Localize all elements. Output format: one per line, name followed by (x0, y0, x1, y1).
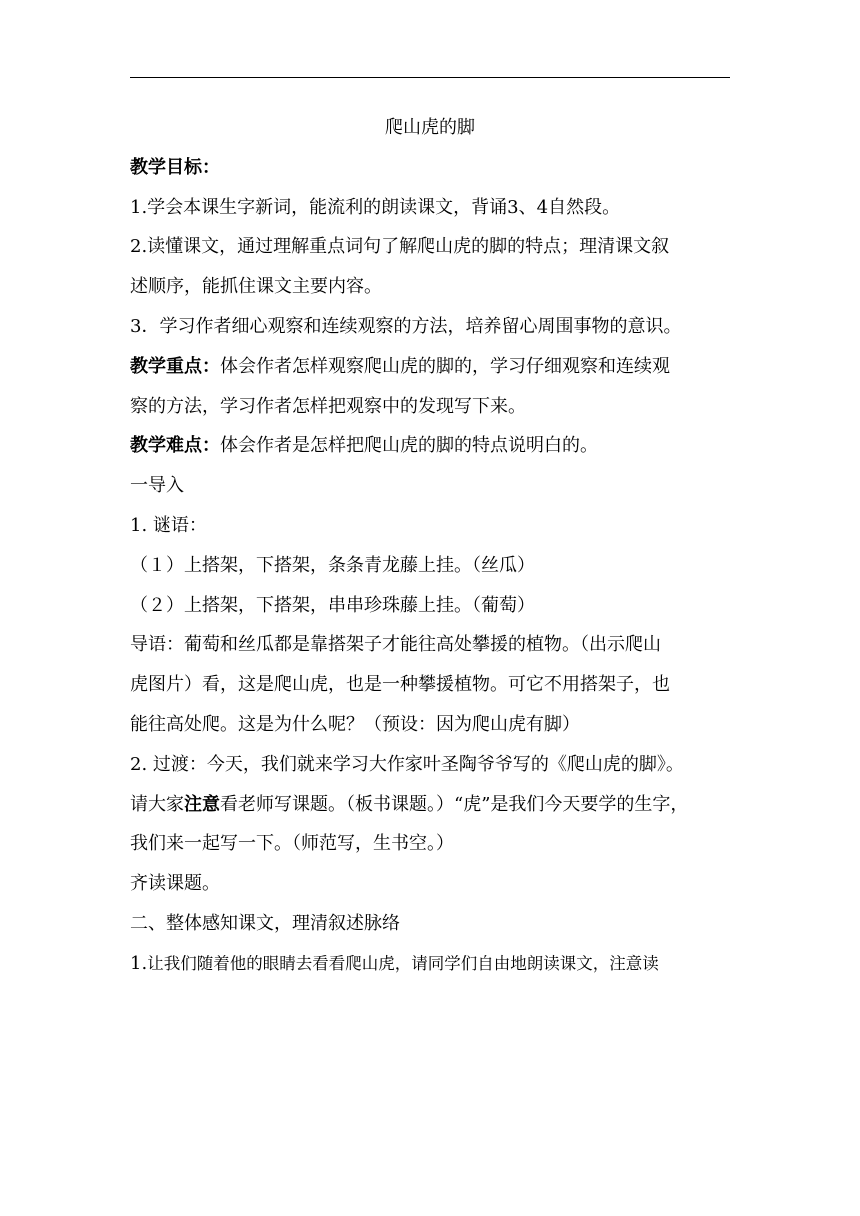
key-point-line-1 (130, 347, 730, 387)
document-title: 爬山虎的脚 (385, 117, 475, 138)
objective-3: 3．学习作者细心观察和连续观察的方法，培养留心周围事物的意识。 (130, 315, 682, 337)
transition-line-2 (130, 785, 730, 825)
intro-line-3: 能往高处爬。这是为什么呢？（预设：因为爬山虎有脚） (130, 713, 580, 735)
step-1-number: 1. (130, 952, 148, 974)
transition-line-1: 2. 过渡：今天，我们就来学习大作家叶圣陶爷爷写的《爬山虎的脚》。 (130, 753, 684, 775)
transition-suffix: 看老师写课题。（板书课题。）“虎”是我们今天要学的生字， (220, 793, 689, 815)
transition-emphasis: 注意 (184, 793, 220, 815)
difficulty-text: 体会作者是怎样把爬山虎的脚的特点说明白的。 (220, 435, 598, 457)
objectives-heading: 教学目标： (130, 156, 220, 178)
key-point-line-2: 察的方法，学习作者怎样把观察中的发现写下来。 (130, 395, 526, 417)
difficulty-label: 教学难点： (130, 435, 220, 457)
read-title-line: 齐读课题。 (130, 873, 220, 895)
step-1-text: 让我们随着他的眼睛去看看爬山虎，请同学们自由地朗读课文，注意读 (147, 953, 659, 973)
step-1-line (130, 944, 730, 984)
key-point-text: 体会作者怎样观察爬山虎的脚的，学习仔细观察和连续观 (220, 355, 670, 377)
objective-2-line-1: 2.读懂课文，通过理解重点词句了解爬山虎的脚的特点；理清课文叙 (130, 236, 670, 258)
riddle-1: （１）上搭架，下搭架，条条青龙藤上挂。（丝瓜） (130, 554, 535, 576)
difficulty-line (130, 426, 730, 466)
riddle-heading: 1. 谜语： (130, 514, 207, 536)
section-1-heading: 一导入 (130, 475, 184, 497)
transition-line-3: 我们来一起写一下。（师范写，生书空。） (130, 833, 454, 855)
transition-prefix: 请大家 (130, 793, 184, 815)
objective-2-line-2: 述顺序，能抓住课文主要内容。 (130, 276, 382, 298)
riddle-2: （２）上搭架，下搭架，串串珍珠藤上挂。（葡萄） (130, 594, 535, 616)
header-rule (130, 77, 730, 78)
intro-line-2: 虎图片）看，这是爬山虎，也是一种攀援植物。可它不用搭架子，也 (130, 674, 670, 696)
key-point-label: 教学重点： (130, 355, 220, 377)
section-2-heading: 二、整体感知课文，理清叙述脉络 (130, 912, 400, 934)
objective-1: 1.学会本课生字新词，能流利的朗读课文，背诵3、4自然段。 (130, 196, 621, 218)
intro-line-1: 导语：葡萄和丝瓜都是靠搭架子才能往高处攀援的植物。（出示爬山 (130, 634, 661, 656)
document-body (130, 108, 730, 984)
